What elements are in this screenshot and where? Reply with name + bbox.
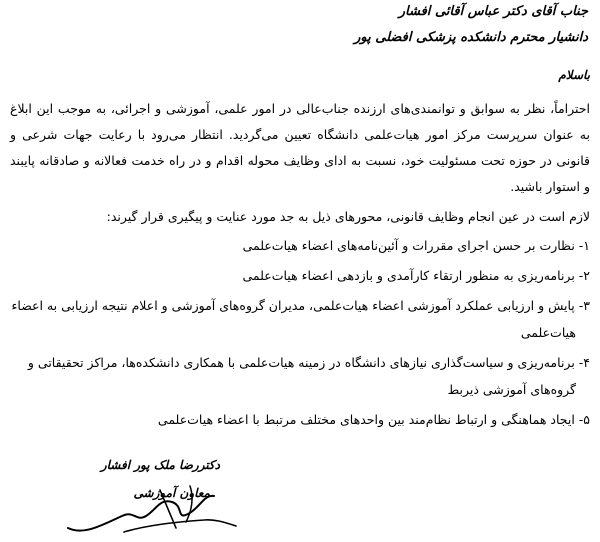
signatory-title: معاون آموزشی	[133, 486, 210, 500]
signatory-name: دکتررضا ملک پور افشار	[100, 458, 220, 472]
paragraph-appointment: احتراماً، نظر به سوابق و توانمندی‌های ارزنده جناب‌عالی در امور علمی، آموزشی و اجرائی، به موجب این ابلاغ به عنوان سرپرست مرکز امور هیات‌علمی دانشگاه تعیین می‌گردید. انتظار می‌رود با رعایت جهات شرعی و قانونی در حوزه تحت مسئولیت خود، نسبت به ادای وظایف محوله اقدام و در راه خدمت فعالانه و صادقانه پایبند و استوار باشید.	[10, 101, 590, 194]
letter-body	[10, 96, 590, 200]
greeting: باسلام	[558, 68, 590, 82]
list-item: ۵- ایجاد هماهنگی و ارتباط نظام‌مند بین واحدهای مختلف مرتبط با اعضاء هیات‌علمی	[157, 412, 590, 427]
list-item: ۳- پایش و ارزیابی عملکرد آموزشی اعضاء هیات‌علمی، مدیران گروه‌های آموزشی و اعلام نتیجه ارزیابی به اعضاء هیات‌علمی	[11, 298, 590, 340]
list-item: ۱- نظارت بر حسن اجرای مقررات و آئین‌نامه‌های اعضاء هیات‌علمی	[242, 238, 590, 253]
list-item: ۲- برنامه‌ریزی به منظور ارتقاء کارآمدی و بازدهی اعضاء هیات‌علمی	[242, 268, 590, 283]
list-item: ۴- برنامه‌ریزی و سیاست‌گذاری نیازهای دانشگاه در زمینه هیات‌علمی با همکاری دانشکده‌ها، مراکز تحقیقاتی و گروه‌های آموزشی ذیربط	[27, 355, 590, 397]
paragraph-duties-intro: لازم است در عین انجام وظایف قانونی، محورهای ذیل به جد مورد عنایت و پیگیری قرار گیرند:	[106, 209, 590, 224]
recipient-position: دانشیار محترم دانشکده پزشکی افضلی پور	[354, 30, 588, 45]
handwritten-signature	[64, 476, 244, 542]
duties-list	[10, 232, 590, 436]
recipient-name: جناب آقای دکتر عباس آقائی افشار	[398, 4, 588, 19]
